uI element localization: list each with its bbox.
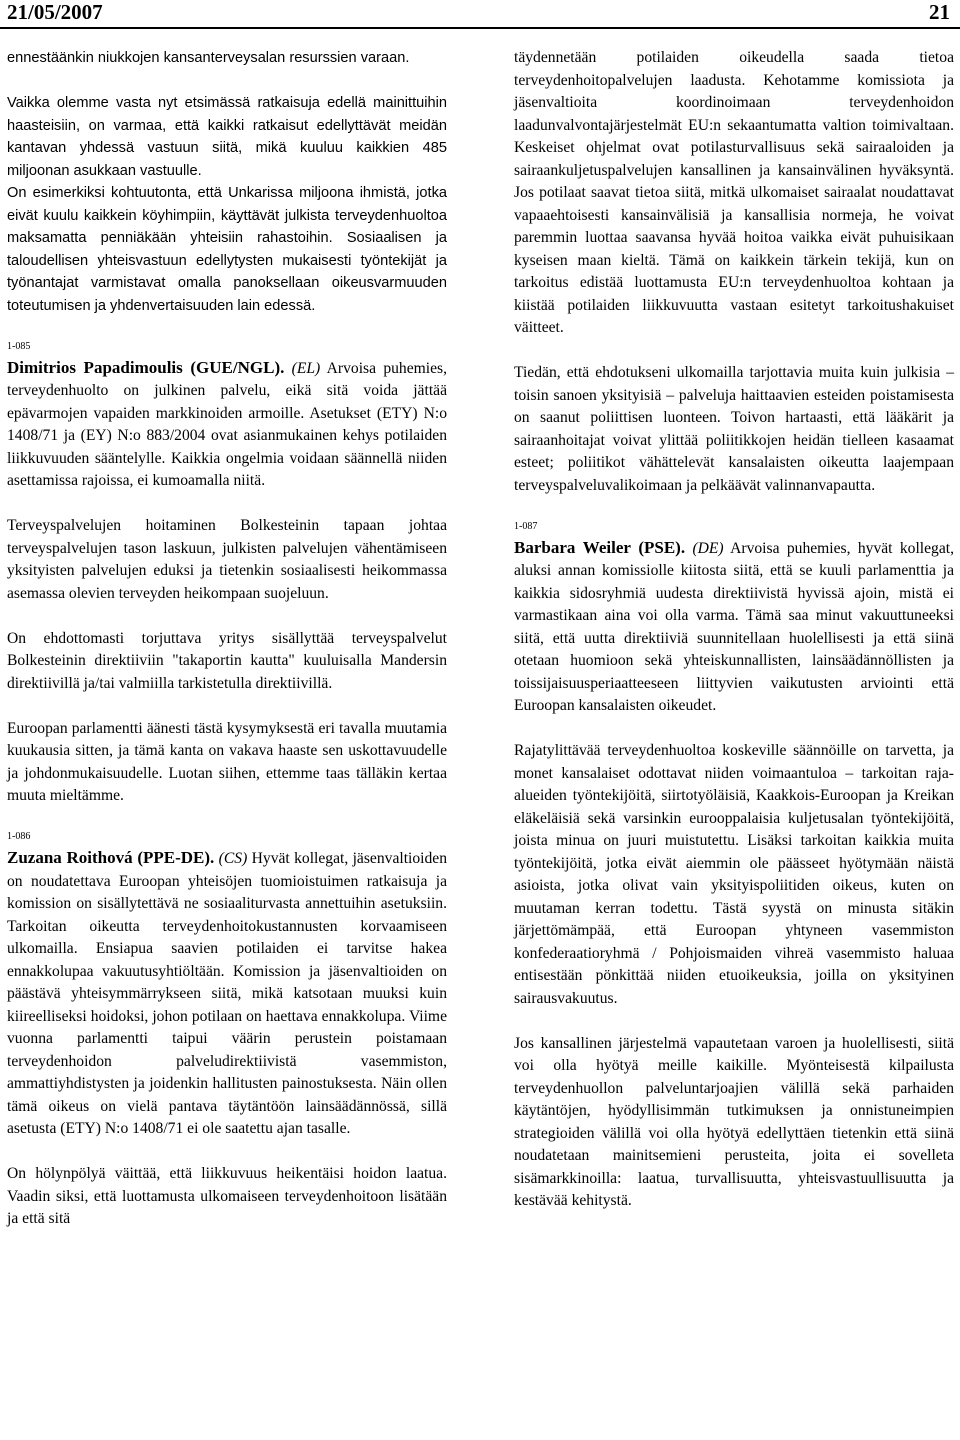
right-column xyxy=(514,47,954,1235)
language-code: (EL) xyxy=(291,359,321,377)
paragraph-text: On esimerkiksi kohtuutonta, että Unkarissa miljoona ihmistä, jotka eivät kuulu kaikkein köyhimpiin, käyttävät julkista terveydenhuoltoa maksamatta penniäkään yhteisiin rahastoihin. xyxy=(7,185,447,246)
paragraph: täydennetään potilaiden oikeudella saada tietoa terveydenhoitopalvelujen laadusta. Kehotamme komissiota ja jäsenvaltioita koordinoimaan terveydenhoidon laadunvalvontajärjestelmät EU:n sekaantumatta valtion toimivaltaan. Keskeiset ohjelmat ovat potilasturvallisuus sekä sairaaloiden ja sairaankuljetuspalvelujen kansallinen ja kansainvälinen hyväksyntä. Jos potilaat saavat tietoa siitä, mitkä ulkomaiset sairaalat noudattavat vapaaehtoisesti kansainvälisiä ja kansallisia normeja, he voivat paremmin luottaa saavansa hyvää hoitoa vaikka eivät puhuisikaan kyseisen maan kieltä. Tämä on kaikkein tärkein tekijä, kun on tarkoitus edistää luottamusta EU:n terveydenhuoltoa kohtaan ja kiistää potilaiden liikkuvuutta vastaan esitetyt tarkoitushakuiset väitteet. xyxy=(514,49,954,336)
speech-reference: 1-086 xyxy=(7,831,31,842)
paragraph: Terveyspalvelujen hoitaminen Bolkesteinin tapaan johtaa terveyspalvelujen tason laskuun, julkisten palvelujen vähentämiseen yksityisten palvelujen eduksi ja tietenkin sosiaalisesti heikommassa asemassa olevien terveyden heikompaan suojeluun. xyxy=(7,517,447,602)
paragraph xyxy=(7,182,447,317)
speaker-name: Dimitrios Papadimoulis (GUE/NGL). xyxy=(7,357,285,377)
language-code: (CS) xyxy=(218,850,248,867)
paragraph: Rajatylittävää terveydenhuoltoa koskeville säännöille on tarvetta, ja monet kansalaiset odottavat niiden voimaantuloa – tarkoitan raja-alueiden työntekijöitä, siirtotyöläisiä, Kaakkois-Euroopan ja Kreikan eläkeläisiä sekä varsinkin eurooppalaisia kuljetusalan työntekijöitä, joista minua on juuri muistutettu. Lisäksi tarkoitan kaikkia muita työntekijöitä, jotka eivät aiemmin ole päässeet hyötymään näistä asioista, jotka olivat vain yksityispoliitiden oikeus, kuten on muutaman kerran todettu. Tästä syystä on minusta sitäkin järjettömämpää, että Euroopan yhtyneen vasemmiston konfederaatioryhmä / Pohjoismaiden vihreä vasemmisto haluaa entisestään pönkittää niiden etuoikeuksia, joilla on yksityinen sairausvakuutus. xyxy=(514,742,954,1007)
paragraph: On ehdottomasti torjuttava yritys sisällyttää terveyspalvelut Bolkesteinin direktiiviin "takaportin kautta" kuuluisalla Mandersin direktiivillä ja/tai valmiilla tarkistetulla direktiivillä. xyxy=(7,629,447,692)
language-code: (DE) xyxy=(692,539,724,557)
speech xyxy=(514,537,954,718)
paragraph: Euroopan parlamentti äänesti tästä kysymyksestä eri tavalla muutamia kuukausia sitten, ja tämä kanta on vakava haaste sen uskottavuudelle ja johdonmukaisuudelle. Luotan siihen, ettemme taas tälläkin kertaa muuta mieltämme. xyxy=(7,719,447,804)
speech-text: Hyvät kollegat, jäsenvaltioiden on noudatettava Euroopan yhteisöjen tuomioistuimen ratkaisuja ja komission on sisällytettävä ne sosiaaliturvasta annettuihin asetuksiin. Tarkoitan oikeutta terveydenhoitokustannusten korvaamiseen ulkomailla. Ensiapua saavien potilaiden ei tarvitse hakea ennakkolupaa vakuutusyhtiöltään. Komission ja jäsenvaltioiden on päästävä yhteisymmärrykseen siitä, mikä katsotaan muuksi kuin kiireelliseksi hoidoksi, johon potilaan on haettava ennakkolupa. Viime vuonna parlamentti taipui väärin perustein poistamaan terveydenhoidon palveludirektiivistä vasemmiston, ammattiyhdistysten ja joidenkin hallitusten painostuksesta. Näin ollen tämä oikeus on vielä pantava täytäntöön lainsäädännössä, sillä asetusta (ETY) N:o 1408/71 ei ole saatettu ajan tasalle. xyxy=(7,850,448,1137)
page-header xyxy=(0,0,960,28)
paragraph: ennestäänkin niukkojen kansanterveysalan resurssien varaan. xyxy=(7,50,410,66)
paragraph-text: Sosiaalisen ja taloudellisen yhteisvastuun edellytysten mukaisesti työntekijät ja työnantajat varmistavat omalla panoksellaan oikeusvarmuuden toteutumisen ja yhdenvertaisuuden lain edessä. xyxy=(7,230,447,314)
header-date: 21/05/2007 xyxy=(7,0,103,24)
speaker-name: Barbara Weiler (PSE). xyxy=(514,537,686,557)
speech-text: Arvoisa puhemies, hyvät kollegat, aluksi annan komissiolle kiitosta siitä, että se kuuli parlamenttia ja kaikkia sidosryhmiä uudesta direktiivistä hyvissä ajoin, mistä ei varmastikaan aina voi olla varma. Tämä saa minut vakuuttuneeksi siitä, että uutta direktiiviä suunnitellaan huolellisesti ja että siinä otetaan huomioon sekä yhteiskunnallisten, lainsäädännöllisten ja toissijaisuusperiaatteeseen liittyvien vaikutusten arviointi että Euroopan kansalaisten oikeudet. xyxy=(514,539,954,714)
page-number: 21 xyxy=(929,0,950,24)
speaker-name: Zuzana Roithová (PPE-DE). xyxy=(7,848,215,867)
paragraph: Vaikka olemme vasta nyt etsimässä ratkaisuja edellä mainittuihin haasteisiin, on varmaa, että kaikki ratkaisut edellyttävät meidän kantavan yhdessä vastuun siitä, mikä kuuluu kaikkien 485 miljoonan asukkaan vastuulle. xyxy=(7,95,447,179)
speech xyxy=(7,847,447,1141)
header-rule xyxy=(0,27,960,29)
left-column xyxy=(7,47,447,1253)
speech xyxy=(7,357,447,493)
paragraph: Jos kansallinen järjestelmä vapautetaan varoen ja huolellisesti, siitä voi olla hyötyä meille kaikille. Myönteisestä kilpailusta terveydenhuollon palveluntarjoajien välillä sekä parhaiden käytäntöjen, hyödyllisimmän tutkimuksen ja onnistuneimpien strategioiden välillä voi olla hyötyä edellyttäen tietenkin että siinä noudatetaan mainitsemieni perusteita, joita ei sovelleta sisämarkkinoilla: laatua, turvallisuutta, yhteisvastuullisuutta ja kestävää kehitystä. xyxy=(514,1034,954,1209)
speech-text: Arvoisa puhemies, terveydenhuolto on julkinen palvelu, eikä sitä voida jättää epävarmojen vapaiden markkinoiden armoille. Asetukset (ETY) N:o 1408/71 ja (EY) N:o 883/2004 ovat asianmukainen kehys potilaiden liikkuvuuden sääntelylle. Kaikkia ongelmia voidaan säännellä niiden asettamissa rajoissa, ei kumoamalla niitä. xyxy=(7,359,447,489)
speech-reference: 1-087 xyxy=(514,520,538,532)
paragraph: On hölynpölyä väittää, että liikkuvuus heikentäisi hoidon laatua. Vaadin siksi, että luottamusta ulkomaiseen terveydenhoitoon lisätään ja että sitä xyxy=(7,1165,447,1227)
speech-reference: 1-085 xyxy=(7,340,31,352)
paragraph: Tiedän, että ehdotukseni ulkomailla tarjottavia muita kuin julkisia – toisin sanoen yksityisiä – palveluja haittaavien esteiden poistamisesta on saanut poliittisen luonteen. Toivon hartaasti, että lääkärit ja sairaanhoitajat voivat ylittää poliitikkojen heidän tielleen kasaamat esteet; poliitikot vähättelevät kansalaisten oikeutta laajempaan terveyspalveluvalikoimaan ja pelkäävät valinnanvapautta. xyxy=(514,364,954,494)
